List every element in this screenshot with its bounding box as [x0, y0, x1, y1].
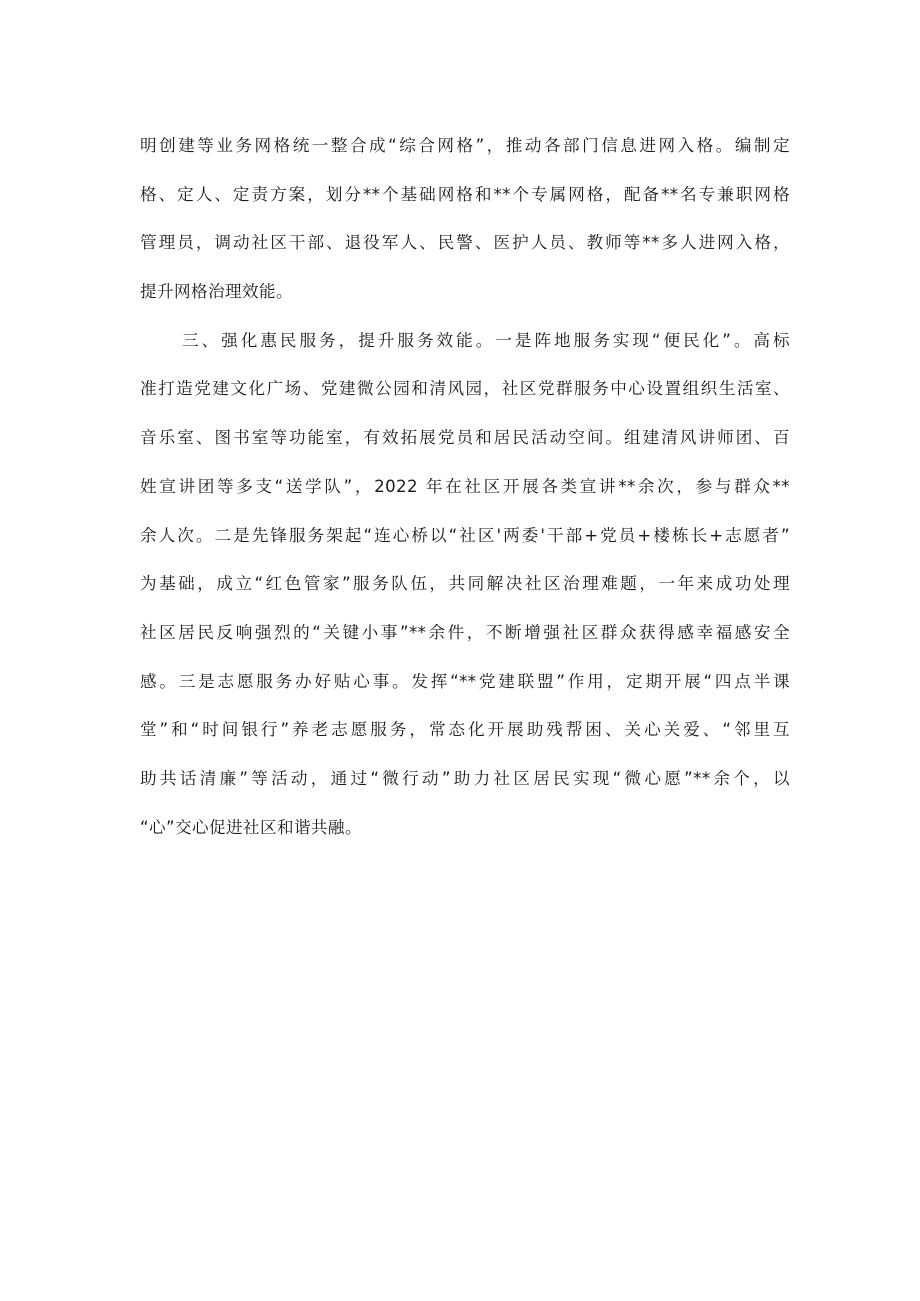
text-line: 管理员，调动社区干部、退役军人、民警、医护人员、教师等**多人进网入格，: [140, 233, 790, 253]
paragraph-public-service: [140, 317, 790, 853]
text-line: 提升网格治理效能。: [140, 282, 293, 302]
text-line: 助共话清廉”等活动，通过“微行动”助力社区居民实现“微心愿”**余个，以: [140, 768, 790, 788]
text-line: 社区居民反响强烈的“关键小事”**余件，不断增强社区群众获得感幸福感安全: [140, 622, 790, 642]
text-line: 音乐室、图书室等功能室，有效拓展党员和居民活动空间。组建清风讲师团、百: [140, 428, 790, 448]
text-line: 三、强化惠民服务，提升服务效能。一是阵地服务实现“便民化”。高标: [182, 330, 790, 350]
text-line: 感。三是志愿服务办好贴心事。发挥“**党建联盟”作用，定期开展“四点半课: [140, 671, 790, 691]
text-line: 准打造党建文化广场、党建微公园和清风园，社区党群服务中心设置组织生活室、: [140, 379, 790, 399]
text-line: 为基础，成立“红色管家”服务队伍，共同解决社区治理难题，一年来成功处理: [140, 574, 790, 594]
text-line: 姓宣讲团等多支“送学队”，2022 年在社区开展各类宣讲**余次，参与群众**: [140, 476, 790, 496]
paragraph-grid-management: [140, 122, 790, 317]
text-line: 格、定人、定责方案，划分**个基础网格和**个专属网格，配备**名专兼职网格: [140, 184, 790, 204]
text-line: 明创建等业务网格统一整合成“综合网格”，推动各部门信息进网入格。编制定: [140, 136, 790, 155]
text-line: “心”交心促进社区和谐共融。: [140, 817, 362, 837]
text-line: 余人次。二是先锋服务架起“连心桥以“社区'两委'干部+党员+楼栋长+志愿者”: [140, 525, 790, 545]
text-line: 堂”和“时间银行”养老志愿服务，常态化开展助残帮困、关心关爱、“邻里互: [140, 720, 790, 740]
document-body: [140, 122, 790, 852]
